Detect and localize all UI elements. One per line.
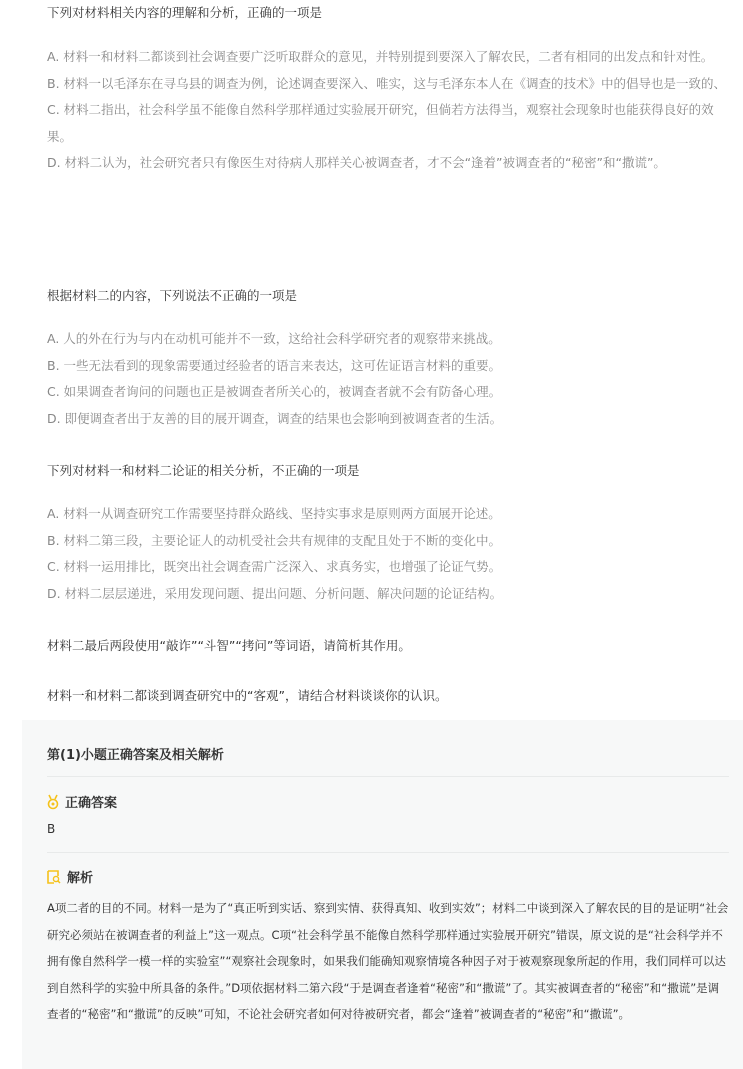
question-stem: 根据材料二的内容，下列说法不正确的一项是 <box>47 288 298 303</box>
question-2 <box>47 286 731 432</box>
divider <box>47 852 729 853</box>
magnifier-doc-icon <box>47 870 61 884</box>
option-c[interactable]: C. 材料一运用排比，既突出社会调查需广泛深入、求真务实，也增强了论证气势。 <box>47 559 502 574</box>
option-a[interactable]: A. 人的外在行为与内在动机可能并不一致，这给社会科学研究者的观察带来挑战。 <box>47 331 501 346</box>
medal-icon <box>47 794 59 810</box>
question-3 <box>47 461 731 607</box>
option-b[interactable]: B. 材料二第三段，主要论证人的动机受社会共有规律的支配且处于不断的变化中。 <box>47 532 502 548</box>
analysis-label: 解析 <box>67 871 94 886</box>
option-b[interactable]: B. 一些无法看到的现象需要通过经验者的语言来表达，这可佐证语言材料的重要。 <box>47 357 502 373</box>
option-d[interactable]: D. 材料二层层递进，采用发现问题、提出问题、分析问题、解决问题的论证结构。 <box>47 585 503 601</box>
analysis-heading <box>47 867 93 886</box>
question-4 <box>47 636 731 656</box>
option-c[interactable]: C. 材料二指出，社会科学虽不能像自然科学那样通过实验展开研究，但倘若方法得当，观察社会现象时也能获得良好的效果。 <box>47 102 714 144</box>
answer-panel <box>22 720 743 1069</box>
question-stem: 下列对材料一和材料二论证的相关分析，不正确的一项是 <box>47 463 360 478</box>
option-a[interactable]: A. 材料一和材料二都谈到社会调查要广泛听取群众的意见，并特别提到要深入了解农民，二者有相同的出发点和针对性。 <box>47 49 714 64</box>
correct-answer-label: 正确答案 <box>65 796 118 811</box>
option-d[interactable]: D. 材料二认为，社会研究者只有像医生对待病人那样关心被调查者，才不会“逢着”被调查者的“秘密”和“撒谎”。 <box>47 155 666 170</box>
question-1 <box>47 3 731 177</box>
answer-panel-title: 第(1)小题正确答案及相关解析 <box>47 748 224 763</box>
question-stem: 下列对材料相关内容的理解和分析，正确的一项是 <box>47 5 323 20</box>
correct-answer-value: B <box>47 822 56 836</box>
question-stem: 材料一和材料二都谈到调查研究中的“客观”，请结合材料谈谈你的认识。 <box>47 688 448 703</box>
divider <box>47 776 729 777</box>
option-c[interactable]: C. 如果调查者询问的问题也正是被调查者所关心的，被调查者就不会有防备心理。 <box>47 384 502 399</box>
option-b[interactable]: B. 材料一以毛泽东在寻乌县的调查为例，论述调查要深入、唯实，这与毛泽东本人在《调查的技术》中的倡导也是一致的、 <box>47 75 727 91</box>
question-5 <box>47 686 731 706</box>
option-d[interactable]: D. 即便调查者出于友善的目的展开调查，调查的结果也会影响到被调查者的生活。 <box>47 410 503 426</box>
correct-answer-heading <box>47 792 117 811</box>
question-stem: 材料二最后两段使用“敲诈”“斗智”“拷问”等词语，请简析其作用。 <box>47 638 411 653</box>
analysis-text: A项二者的目的不同。材料一是为了“真正听到实话、察到实情、获得真知、收到实效”；材料二中谈到深入了解农民的目的是证明“社会研究必须站在被调查者的利益上”这一观点。C项“社会科学虽不能像自然科学那样通过实验展开研究”错误，原文说的是“社会科学并不拥有像自然科学一模一样的实验室”“观察社会现象时，如果我们能确知观察情境各种因子对于被观察现象所起的作用，我们同样可以达到自然科学的实验中所具备的条件。”D项依据材料二第六段“于是调查者逢着“秘密”和“撒谎”了。其实被调查者的“秘密”和“撒谎”是调查者的“秘密”和“撒谎”的反映”可知，不论社会研究者如何对待被研究者，都会“逢着”被调查者的“秘密”和“撒谎”。 <box>47 901 729 1022</box>
option-a[interactable]: A. 材料一从调查研究工作需要坚持群众路线、坚持实事求是原则两方面展开论述。 <box>47 506 501 521</box>
